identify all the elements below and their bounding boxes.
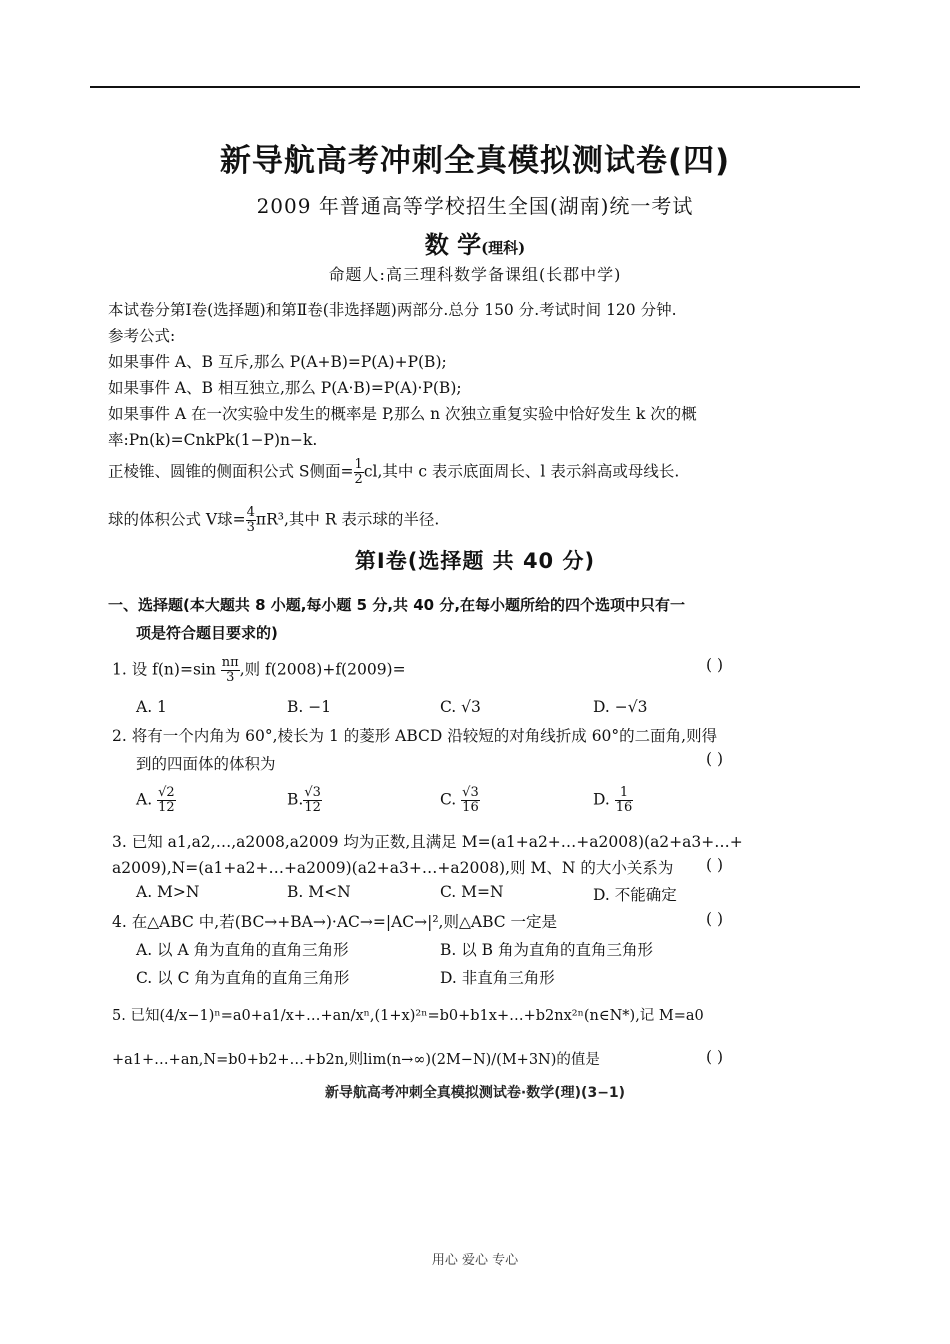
subject-main: 数 学 <box>424 231 482 259</box>
intro-line: 参考公式: <box>108 327 176 345</box>
formula-sphere <box>108 506 439 535</box>
intro-line: 本试卷分第Ⅰ卷(选择题)和第Ⅱ卷(非选择题)两部分.总分 150 分.考试时间 120 分钟. <box>108 301 677 319</box>
formula-text: 正棱锥、圆锥的侧面积公式 S侧面= <box>108 462 354 481</box>
question-2-cont: 到的四面体的体积为 <box>136 755 276 773</box>
option-a: A. 以 A 角为直角的直角三角形 <box>136 941 349 959</box>
question-text: ,则 f(2008)+f(2009)= <box>239 660 406 679</box>
option-b: B. −1 <box>287 698 332 716</box>
formula-text: cl,其中 c 表示底面周长、l 表示斜高或母线长. <box>363 462 680 481</box>
option-d: D. −√3 <box>593 698 648 716</box>
option-a: A. M>N <box>136 883 200 901</box>
formula-text: πR³,其中 R 表示球的半径. <box>255 510 440 529</box>
intro-line: 如果事件 A 在一次实验中发生的概率是 P,那么 n 次独立重复实验中恰好发生 k 次的概 <box>108 405 697 423</box>
intro-line: 如果事件 A、B 相互独立,那么 P(A·B)=P(A)·P(B); <box>108 379 462 397</box>
option-b: B. M<N <box>287 883 351 901</box>
fraction: $\frac{n\pi}{3}$ <box>221 655 239 685</box>
option-a: A. 1 <box>136 698 167 716</box>
subject-heading <box>0 225 950 260</box>
option-c: C. 以 C 角为直角的直角三角形 <box>136 969 350 987</box>
section-title: 第Ⅰ卷(选择题 共 40 分) <box>354 549 596 573</box>
option-c: C. M=N <box>440 883 504 901</box>
option-b: B. $\frac{√3}{12}$ <box>287 785 321 815</box>
page-title: 新导航高考冲刺全真模拟测试卷(四) <box>219 143 731 179</box>
option-c: C. $\frac{√3}{16}$ <box>440 785 479 815</box>
formula-cone <box>108 458 679 487</box>
part-heading: 项是符合题目要求的) <box>136 624 278 642</box>
answer-paren: ( ) <box>706 656 724 674</box>
formula-text: 球的体积公式 V球= <box>108 510 246 529</box>
top-rule <box>90 86 860 88</box>
question-4: 4. 在△ABC 中,若(BC→+BA→)·AC→=|AC→|²,则△ABC 一定是 <box>112 913 558 931</box>
part-heading: 一、选择题(本大题共 8 小题,每小题 5 分,共 40 分,在每小题所给的四个选项中只有一 <box>108 596 686 614</box>
option-a: A. $\frac{√2}{12}$ <box>136 785 175 815</box>
answer-paren: ( ) <box>706 910 724 928</box>
question-2: 2. 将有一个内角为 60°,棱长为 1 的菱形 ABCD 沿较短的对角线折成 60°的二面角,则得 <box>112 727 718 745</box>
option-d: D. 非直角三角形 <box>440 969 555 987</box>
question-5-cont: +a1+…+an,N=b0+b2+…+b2n,则lim(n→∞)(2M−N)/(M+3N)的值是 <box>112 1052 600 1068</box>
fraction: $\frac{1}{2}$ <box>354 457 363 487</box>
question-3: 3. 已知 a1,a2,…,a2008,a2009 均为正数,且满足 M=(a1+a2+…+a2008)(a2+a3+…+ <box>112 833 743 851</box>
bottom-note: 用心 爱心 专心 <box>431 1253 519 1268</box>
option-b: B. 以 B 角为直角的直角三角形 <box>440 941 653 959</box>
answer-paren: ( ) <box>706 856 724 874</box>
intro-line: 如果事件 A、B 互斥,那么 P(A+B)=P(A)+P(B); <box>108 353 447 371</box>
question-1 <box>112 656 406 685</box>
question-5: 5. 已知(4/x−1)ⁿ=a0+a1/x+…+an/xⁿ,(1+x)²ⁿ=b0+b1x+…+b2nx²ⁿ(n∈N*),记 M=a0 <box>112 1008 704 1024</box>
author-line: 命题人:高三理科数学备课组(长郡中学) <box>328 265 622 284</box>
option-d: D. 不能确定 <box>593 886 677 904</box>
fraction: $\frac{4}{3}$ <box>246 505 255 535</box>
answer-paren: ( ) <box>706 1048 724 1066</box>
page-footer: 新导航高考冲刺全真模拟测试卷·数学(理)(3−1) <box>324 1085 626 1101</box>
intro-line: 率:Pn(k)=CnkPk(1−P)n−k. <box>108 431 318 449</box>
question-3-cont: a2009),N=(a1+a2+…+a2009)(a2+a3+…+a2008),则 M、N 的大小关系为 <box>112 859 674 877</box>
option-d: D. $\frac{1}{16}$ <box>593 785 633 815</box>
subject-sub: (理科) <box>481 239 526 257</box>
question-text: 1. 设 f(n)=sin <box>112 660 216 679</box>
answer-paren: ( ) <box>706 750 724 768</box>
option-c: C. √3 <box>440 698 481 716</box>
exam-subtitle: 2009 年普通高等学校招生全国(湖南)统一考试 <box>256 194 694 218</box>
